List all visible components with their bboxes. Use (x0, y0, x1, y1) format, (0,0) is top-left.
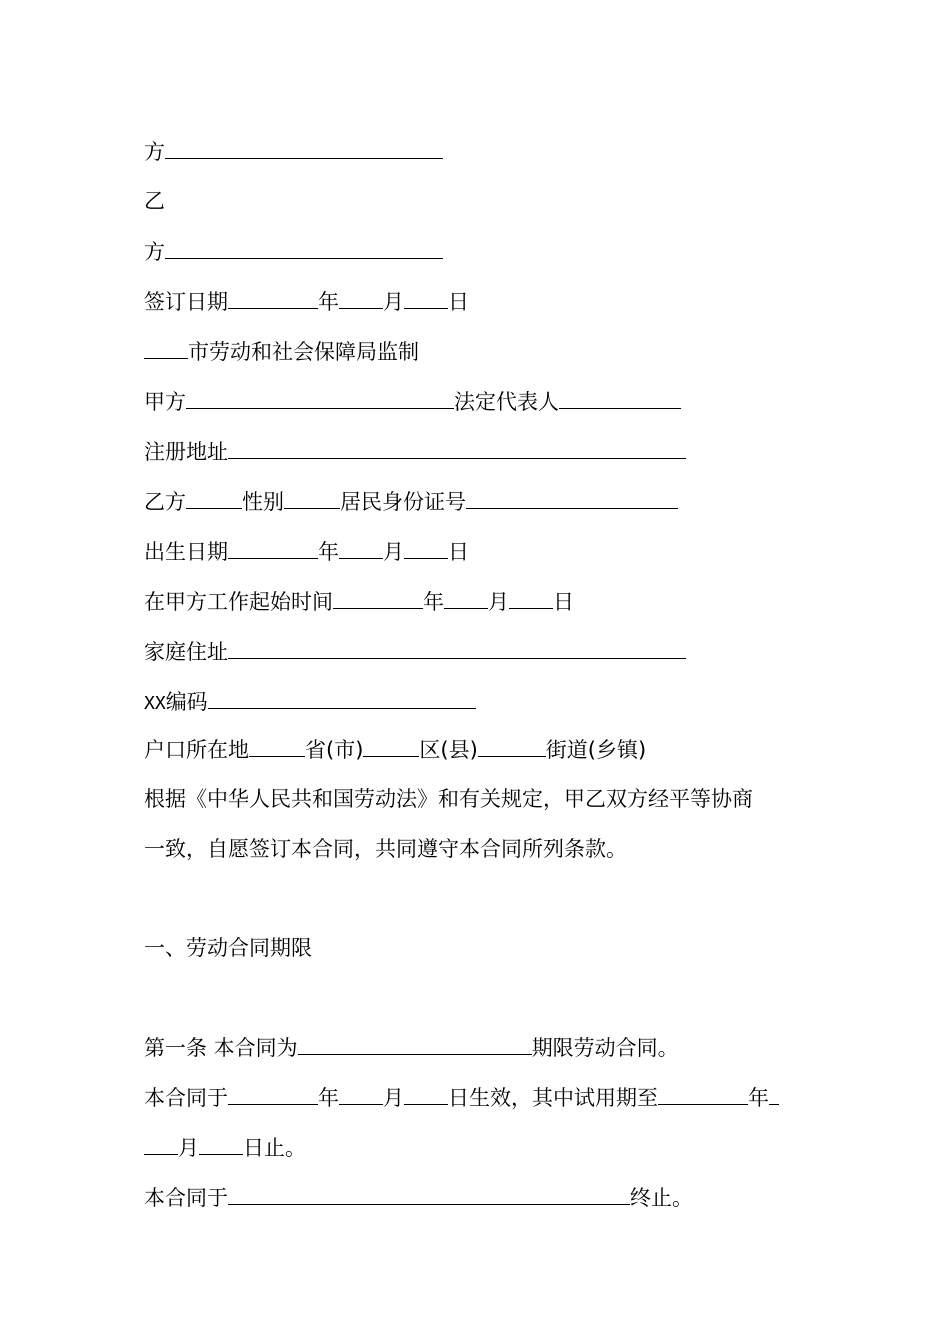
text: 性别 (242, 490, 284, 514)
article-1-line (144, 1032, 679, 1062)
effective-month-blank[interactable] (339, 1082, 383, 1105)
text: 户口所在地 (144, 738, 249, 762)
text: 签订日期 (144, 290, 228, 314)
party-b-char-line (144, 186, 165, 216)
birth-year-blank[interactable] (228, 536, 318, 559)
probation-day-blank[interactable] (199, 1132, 243, 1155)
text: 法定代表人 (454, 390, 559, 414)
section-heading-1 (144, 933, 312, 963)
text: 居民身份证号 (340, 490, 466, 514)
party-a-blank[interactable] (165, 136, 443, 159)
employer-blank[interactable] (186, 386, 454, 409)
text: 第一条 本合同为 (144, 1036, 298, 1060)
text: 终止。 (630, 1186, 693, 1210)
text: 日止。 (243, 1136, 306, 1160)
sign-year-blank[interactable] (228, 286, 318, 309)
text: 年 (318, 540, 339, 564)
text: 日 (553, 590, 574, 614)
province-blank[interactable] (249, 734, 305, 757)
text: 本合同于 (144, 1186, 228, 1210)
text: 省(市) (305, 738, 364, 762)
id-number-blank[interactable] (466, 486, 678, 509)
birth-date-line (144, 536, 469, 566)
termination-line (144, 1182, 693, 1212)
text: 家庭住址 (144, 640, 228, 664)
text: 日 (448, 290, 469, 314)
street-blank[interactable] (478, 734, 546, 757)
legal-rep-blank[interactable] (559, 386, 681, 409)
probation-month-blank[interactable] (144, 1132, 178, 1155)
start-date-line (144, 586, 574, 616)
text: 月 (383, 290, 404, 314)
birth-day-blank[interactable] (404, 536, 448, 559)
text: 一致，自愿签订本合同，共同遵守本合同所列条款。 (144, 837, 627, 861)
text: 甲方 (144, 390, 186, 414)
termination-blank[interactable] (228, 1182, 630, 1205)
birth-month-blank[interactable] (339, 536, 383, 559)
text: 年 (748, 1086, 769, 1110)
text: 编码 (165, 690, 208, 714)
hukou-line (144, 734, 646, 764)
text: 方 (144, 240, 165, 264)
effective-date-line (144, 1082, 779, 1112)
gender-blank[interactable] (284, 486, 340, 509)
text: 乙方 (144, 490, 186, 514)
text: 年 (318, 1086, 339, 1110)
effective-year-blank[interactable] (228, 1082, 318, 1105)
home-address-line (144, 636, 686, 666)
party-a-line (144, 136, 443, 166)
text: 日 (448, 540, 469, 564)
text: 一、劳动合同期限 (144, 936, 312, 960)
start-year-blank[interactable] (333, 586, 423, 609)
district-blank[interactable] (363, 734, 419, 757)
contract-term-blank[interactable] (298, 1032, 532, 1055)
effective-day-blank[interactable] (404, 1082, 448, 1105)
preamble-line-2 (144, 834, 627, 864)
postcode-blank[interactable] (208, 686, 476, 709)
sign-date-line (144, 286, 469, 316)
party-b-line (144, 236, 443, 266)
text: 月 (178, 1136, 199, 1160)
probation-end-line (144, 1132, 306, 1162)
sign-day-blank[interactable] (404, 286, 448, 309)
start-day-blank[interactable] (509, 586, 553, 609)
preamble-line-1 (144, 784, 753, 814)
text: 根据《中华人民共和国劳动法》和有关规定，甲乙双方经平等协商 (144, 787, 753, 811)
text: 本合同于 (144, 1086, 228, 1110)
text: 在甲方工作起始时间 (144, 590, 333, 614)
text: 注册地址 (144, 440, 228, 464)
reg-address-line (144, 436, 686, 466)
text: 月 (383, 540, 404, 564)
sign-month-blank[interactable] (339, 286, 383, 309)
party-b-blank[interactable] (165, 236, 443, 259)
text: 月 (383, 1086, 404, 1110)
text: 年 (423, 590, 444, 614)
probation-year-blank[interactable] (658, 1082, 748, 1105)
text: 日生效，其中试用期至 (448, 1086, 658, 1110)
home-address-blank[interactable] (228, 636, 686, 659)
trailing-blank[interactable] (769, 1082, 779, 1105)
text: 区(县) (419, 738, 478, 762)
text: 市劳动和社会保障局监制 (188, 340, 419, 364)
postcode-line (144, 686, 476, 716)
employer-line (144, 386, 681, 416)
text: 街道(乡镇) (545, 738, 647, 762)
employee-name-blank[interactable] (186, 486, 242, 509)
employee-line (144, 486, 678, 516)
text: 年 (318, 290, 339, 314)
text: 乙 (144, 189, 165, 213)
text: 出生日期 (144, 540, 228, 564)
text: 方 (144, 140, 165, 164)
city-blank[interactable] (144, 336, 188, 359)
text: 期限劳动合同。 (531, 1036, 679, 1060)
start-month-blank[interactable] (444, 586, 488, 609)
text: 月 (488, 590, 509, 614)
text: XX (144, 693, 166, 714)
reg-address-blank[interactable] (228, 436, 686, 459)
supervisor-line (144, 336, 419, 366)
